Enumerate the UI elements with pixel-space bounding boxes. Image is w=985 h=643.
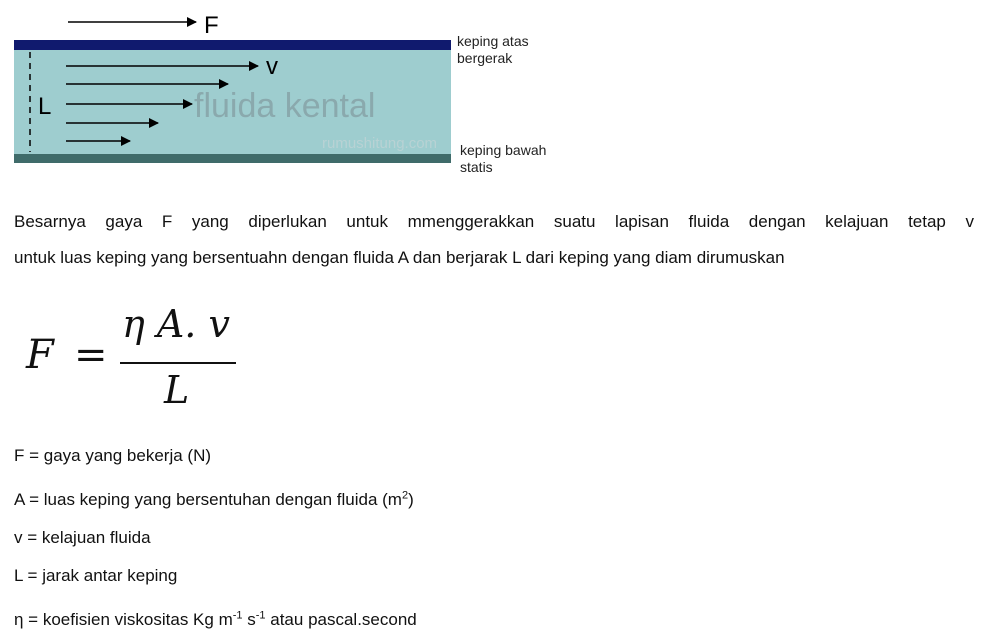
top-plate-label — [457, 33, 529, 67]
formula-denominator: L — [164, 368, 190, 412]
bottom-plate — [14, 154, 451, 163]
formula-numerator: η A. v — [122, 302, 230, 346]
definition-eta-mid: s — [242, 610, 256, 629]
bottom-plate-label-line2: statis — [460, 159, 493, 175]
definition-eta-text: η = koefisien viskositas Kg m — [14, 610, 233, 629]
top-plate-label-line1: keping atas — [457, 33, 529, 49]
definition-a-close: ) — [408, 490, 414, 509]
watermark: rumushitung.com — [322, 135, 438, 152]
distance-label: L — [38, 93, 52, 120]
paragraph-line-1: Besarnya gaya F yang diperlukan untuk mmenggerakkan suatu lapisan fluida dengan kelajuan tetap v — [14, 212, 974, 231]
fluid-label: fluida kental — [194, 87, 376, 125]
definition-a-superscript: 2 — [401, 489, 409, 502]
fraction-bar — [120, 362, 236, 364]
force-label: F — [204, 12, 219, 39]
definition-f: F = gaya yang bekerja (N) — [14, 446, 212, 465]
definition-a-text: A = luas keping yang bersentuhan dengan fluida (m — [14, 490, 402, 509]
definition-eta-end: atau pascal.second — [265, 610, 417, 629]
top-plate-label-line2: bergerak — [457, 50, 513, 66]
definition-l: L = jarak antar keping — [14, 566, 178, 585]
formula-equals: = — [74, 332, 108, 378]
definition-v: v = kelajuan fluida — [14, 528, 151, 547]
formula-lhs: F — [26, 332, 54, 378]
viscosity-formula — [26, 302, 266, 422]
top-plate — [14, 40, 451, 50]
paragraph-line-2: untuk luas keping yang bersentuahn dengan fluida A dan berjarak L dari keping yang diam dirumuskan — [14, 248, 785, 267]
definition-eta-superscript-1: -1 — [232, 609, 243, 622]
definition-a — [14, 490, 414, 510]
velocity-label: v — [266, 53, 278, 80]
bottom-plate-label-line1: keping bawah — [460, 142, 547, 158]
definition-eta-superscript-2: -1 — [255, 609, 266, 622]
definition-eta — [14, 610, 417, 630]
bottom-plate-label — [460, 142, 546, 176]
